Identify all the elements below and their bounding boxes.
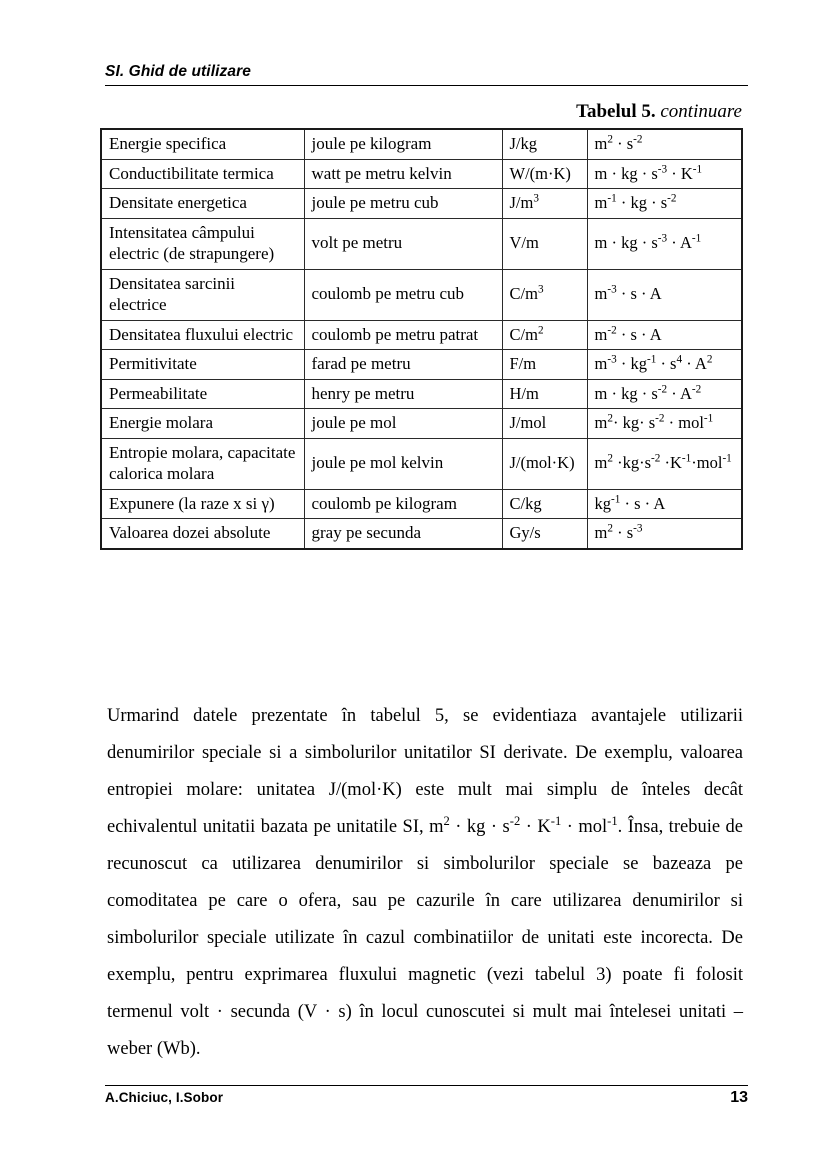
- cell-unit-symbol: $C/m^2$: [502, 320, 587, 350]
- cell-quantity: Valoarea dozei absolute: [101, 519, 304, 549]
- cell-quantity: Permitivitate: [101, 350, 304, 380]
- cell-si-expression: $m^2 \cdot s^{-3}$: [587, 519, 742, 549]
- cell-unit-symbol: Gy/s: [502, 519, 587, 549]
- cell-unit-symbol: $C/m^3$: [502, 269, 587, 320]
- footer-row: [105, 1089, 748, 1107]
- cell-unit-name: gray pe secunda: [304, 519, 502, 549]
- cell-quantity: Expunere (la raze x si γ): [101, 489, 304, 519]
- cell-unit-symbol: $J/m^3$: [502, 189, 587, 219]
- cell-unit-symbol: C/kg: [502, 489, 587, 519]
- cell-quantity: Energie specifica: [101, 129, 304, 159]
- page-footer: [105, 1085, 748, 1107]
- footer-page-number: 13: [730, 1089, 748, 1106]
- cell-unit-name: joule pe metru cub: [304, 189, 502, 219]
- table-caption-continuation: continuare: [660, 101, 742, 122]
- si-units-table: [100, 128, 743, 550]
- footer-divider-rule: [105, 1085, 748, 1086]
- cell-si-expression: $m^2 \cdot s^{-2}$: [587, 129, 742, 159]
- cell-si-expression: m · kg · $s^{-3} \cdot K^{-1}$: [587, 159, 742, 189]
- cell-quantity: Permeabilitate: [101, 379, 304, 409]
- cell-unit-symbol: V/m: [502, 218, 587, 269]
- cell-unit-name: watt pe metru kelvin: [304, 159, 502, 189]
- cell-si-expression: $m^{-3} \cdot s \cdot A$: [587, 269, 742, 320]
- cell-unit-symbol: F/m: [502, 350, 587, 380]
- cell-quantity: Densitate energetica: [101, 189, 304, 219]
- cell-unit-symbol: J/(mol·K): [502, 438, 587, 489]
- header-divider-rule: [105, 85, 748, 86]
- cell-si-expression: $kg^{-1} \cdot s \cdot A$: [587, 489, 742, 519]
- cell-unit-symbol: W/(m·K): [502, 159, 587, 189]
- si-units-table-body: [101, 129, 742, 549]
- body-paragraph: Urmarind datele prezentate în tabelul 5, se evidentiaza avantajele utilizarii denumirilor speciale si a simbolurilor unitatilor SI derivate. De exemplu, valoarea entropiei molare: unitatea J/(mol·K) este mult mai simplu de înteles decât echivalentul unitatii bazata pe unitatile SI, $m^2$ · kg · $s^{-2} \cdot K^{-1} \cdot mol^{-1}$. Însa, trebuie de recunoscut ca utilizarea denumirilor si simbolurilor speciale se bazeaza pe comoditatea pe care o ofera, sau pe cazurile în care utilizarea denumirilor si simbolurilor speciale utilizate în cazul combinatiilor de unitati este incorecta. De exemplu, pentru exprimarea fluxului magnetic (vezi tabelul 3) poate fi folosit termenul volt · secunda (V · s) în locul cunoscutei si mult mai întelesei unitati – weber (Wb).: [107, 706, 743, 1059]
- cell-unit-name: coulomb pe metru patrat: [304, 320, 502, 350]
- table-caption: [105, 100, 742, 124]
- cell-quantity: Densitatea sarcinii electrice: [101, 269, 304, 320]
- table-row: [101, 409, 742, 439]
- table-row: [101, 489, 742, 519]
- cell-si-expression: m · kg · $s^{-3} \cdot A^{-1}$: [587, 218, 742, 269]
- footer-authors: A.Chiciuc, I.Sobor: [105, 1090, 224, 1105]
- cell-si-expression: m · kg · $s^{-2} \cdot A^{-2}$: [587, 379, 742, 409]
- table-row: [101, 379, 742, 409]
- running-header-title: SI. Ghid de utilizare: [105, 63, 251, 80]
- cell-unit-symbol: J/mol: [502, 409, 587, 439]
- cell-quantity: Densitatea fluxului electric: [101, 320, 304, 350]
- cell-si-expression: $m^2 \cdot kg\cdot s^{-2} \cdot K^{-1}\cdot mol^{-1}$: [587, 438, 742, 489]
- cell-quantity: Intensitatea câmpului electric (de strapungere): [101, 218, 304, 269]
- cell-unit-name: volt pe metru: [304, 218, 502, 269]
- table-row: [101, 269, 742, 320]
- cell-unit-name: coulomb pe kilogram: [304, 489, 502, 519]
- table-row: [101, 218, 742, 269]
- cell-si-expression: $m^2\cdot kg\cdot s^{-2} \cdot mol^{-1}$: [587, 409, 742, 439]
- cell-si-expression: $m^{-3} \cdot kg^{-1} \cdot s^4 \cdot A^2$: [587, 350, 742, 380]
- table-row: [101, 350, 742, 380]
- cell-unit-name: farad pe metru: [304, 350, 502, 380]
- cell-unit-symbol: H/m: [502, 379, 587, 409]
- cell-quantity: Conductibilitate termica: [101, 159, 304, 189]
- table-row: [101, 320, 742, 350]
- cell-quantity: Energie molara: [101, 409, 304, 439]
- cell-si-expression: $m^{-2} \cdot s \cdot A$: [587, 320, 742, 350]
- cell-unit-name: joule pe mol kelvin: [304, 438, 502, 489]
- cell-unit-name: joule pe kilogram: [304, 129, 502, 159]
- cell-unit-name: joule pe mol: [304, 409, 502, 439]
- cell-quantity: Entropie molara, capacitate calorica molara: [101, 438, 304, 489]
- table-row: [101, 189, 742, 219]
- cell-unit-name: henry pe metru: [304, 379, 502, 409]
- table-caption-label: Tabelul 5.: [576, 101, 656, 122]
- table-row: [101, 159, 742, 189]
- table-row: [101, 519, 742, 549]
- table-row: [101, 438, 742, 489]
- running-header: [105, 62, 748, 86]
- cell-unit-name: coulomb pe metru cub: [304, 269, 502, 320]
- cell-si-expression: $m^{-1}$ · kg · $s^{-2}$: [587, 189, 742, 219]
- cell-unit-symbol: J/kg: [502, 129, 587, 159]
- si-units-table-container: [100, 128, 741, 550]
- table-row: [101, 129, 742, 159]
